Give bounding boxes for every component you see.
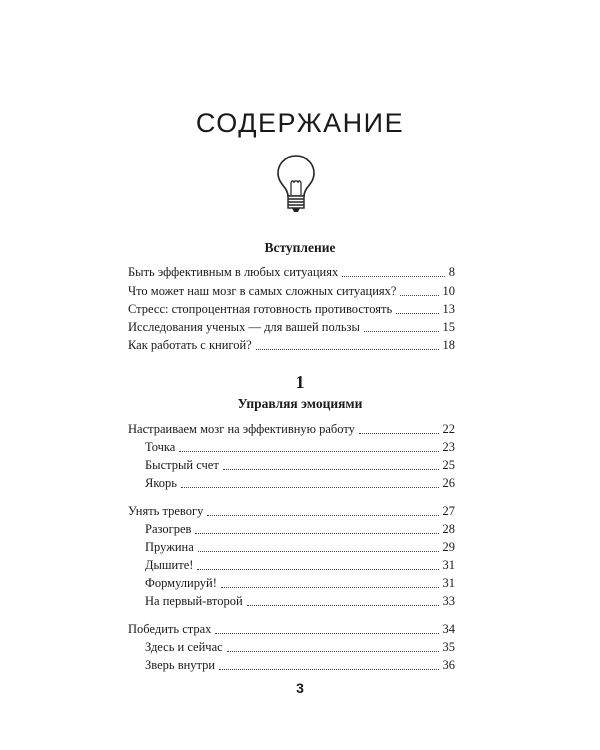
dot-leader xyxy=(197,568,438,570)
toc-entry[interactable] xyxy=(128,283,455,300)
toc-subsection[interactable] xyxy=(145,593,455,610)
subsection-title: Здесь и сейчас xyxy=(145,640,223,654)
dot-leader xyxy=(400,294,438,296)
intro-heading: Вступление xyxy=(264,240,336,255)
entry-title: Что может наш мозг в самых сложных ситуациях? xyxy=(128,284,397,298)
entry-title: Как работать с книгой? xyxy=(128,338,252,352)
section-page: 22 xyxy=(442,422,455,436)
subsection-page: 29 xyxy=(442,540,455,554)
dot-leader xyxy=(181,486,439,488)
lightbulb-icon xyxy=(266,150,326,216)
subsection-page: 33 xyxy=(442,594,455,608)
dot-leader xyxy=(227,650,439,652)
subsection-page: 35 xyxy=(442,640,455,654)
toc-subsection[interactable] xyxy=(145,557,455,574)
section-title: Унять тревогу xyxy=(128,504,204,518)
entry-page: 8 xyxy=(448,265,455,279)
dot-leader xyxy=(207,514,438,516)
subsection-title: Формулируй! xyxy=(145,576,217,590)
subsection-title: Разогрев xyxy=(145,522,192,536)
dot-leader xyxy=(223,468,439,470)
toc-entry[interactable] xyxy=(128,301,455,318)
toc-section[interactable] xyxy=(128,503,455,520)
toc-subsection[interactable] xyxy=(145,575,455,592)
dot-leader xyxy=(342,275,445,277)
dot-leader xyxy=(247,604,439,606)
entry-title: Исследования ученых — для вашей пользы xyxy=(128,320,360,334)
dot-leader xyxy=(179,450,438,452)
section-page: 34 xyxy=(442,622,455,636)
toc-subsection[interactable] xyxy=(145,639,455,656)
entry-page: 18 xyxy=(442,338,455,352)
dot-leader xyxy=(198,550,439,552)
subsection-page: 28 xyxy=(442,522,455,536)
toc-subsection[interactable] xyxy=(145,521,455,538)
toc-section[interactable] xyxy=(128,421,455,438)
subsection-title: На первый-второй xyxy=(145,594,243,608)
chapter-number: 1 xyxy=(295,372,305,392)
chapter-title: Управляя эмоциями xyxy=(237,396,363,411)
section-title: Победить страх xyxy=(128,622,212,636)
toc-subsection[interactable] xyxy=(145,439,455,456)
subsection-title: Пружина xyxy=(145,540,194,554)
dot-leader xyxy=(219,668,438,670)
toc-entry[interactable] xyxy=(128,319,455,336)
subsection-title: Дышите! xyxy=(145,558,194,572)
subsection-page: 26 xyxy=(442,476,455,490)
subsection-page: 31 xyxy=(442,558,455,572)
subsection-title: Быстрый счет xyxy=(145,458,219,472)
toc-subsection[interactable] xyxy=(145,539,455,556)
entry-title: Быть эффективным в любых ситуациях xyxy=(128,265,339,279)
toc-entry[interactable] xyxy=(128,264,455,281)
dot-leader xyxy=(359,432,439,434)
page-number: 3 xyxy=(296,680,304,696)
toc-subsection[interactable] xyxy=(145,475,455,492)
subsection-page: 31 xyxy=(442,576,455,590)
toc-subsection[interactable] xyxy=(145,657,455,674)
section-title: Настраиваем мозг на эффективную работу xyxy=(128,422,355,436)
subsection-page: 36 xyxy=(442,658,455,672)
entry-page: 13 xyxy=(442,302,455,316)
entry-page: 10 xyxy=(442,284,455,298)
toc-section[interactable] xyxy=(128,621,455,638)
subsection-title: Зверь внутри xyxy=(145,658,216,672)
subsection-title: Якорь xyxy=(145,476,177,490)
dot-leader xyxy=(215,632,438,634)
toc-subsection[interactable] xyxy=(145,457,455,474)
subsection-page: 23 xyxy=(442,440,455,454)
dot-leader xyxy=(364,330,439,332)
page-title: СОДЕРЖАНИЕ xyxy=(195,108,405,138)
entry-page: 15 xyxy=(442,320,455,334)
toc-entry[interactable] xyxy=(128,337,455,354)
dot-leader xyxy=(396,312,438,314)
entry-title: Стресс: стопроцентная готовность противостоять xyxy=(128,302,393,316)
dot-leader xyxy=(195,532,438,534)
subsection-title: Точка xyxy=(145,440,176,454)
subsection-page: 25 xyxy=(442,458,455,472)
dot-leader xyxy=(256,348,439,350)
section-page: 27 xyxy=(442,504,455,518)
dot-leader xyxy=(221,586,439,588)
